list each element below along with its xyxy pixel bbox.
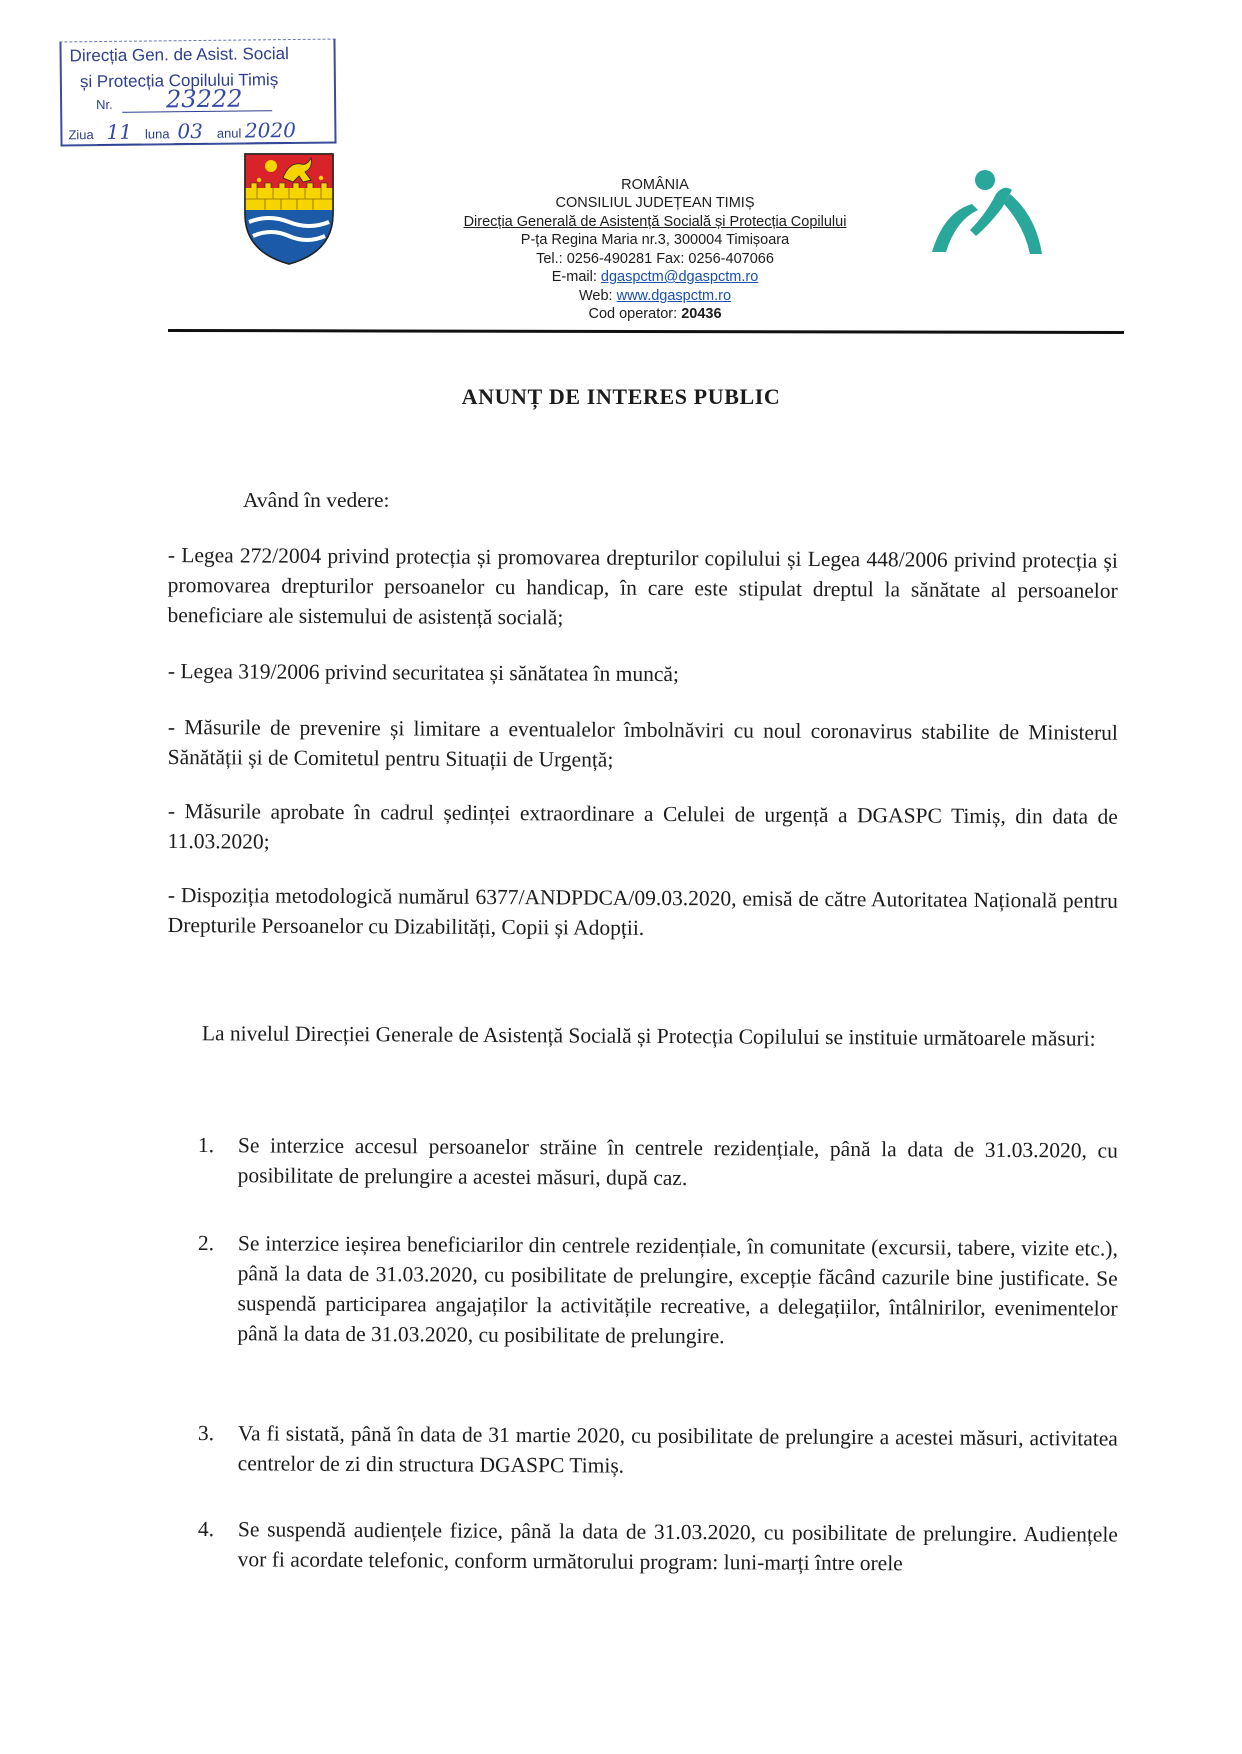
measure-text: Se suspendă audiențele fizice, până la data de 31.03.2020, cu posibilitate de prelungire. Audiențele vor fi acordate telefonic, conform următorului program: luni-marți între orele (237, 1517, 1118, 1576)
stamp-year-value: 2020 (244, 117, 297, 143)
dgaspc-logo-icon (924, 168, 1050, 262)
consideration-item: - Legea 272/2004 privind protecția și promovarea drepturilor copilului și Legea 448/2006 privind protecția și promovarea drepturilor persoanelor cu handicap, în care este stipulat dreptul la sănătate al persoanelor beneficiare ale sistemului de asistență socială; (167, 542, 1118, 630)
stamp-day-value: 11 (106, 119, 133, 144)
measures-intro: La nivelul Direcției Generale de Asistență Socială și Protecția Copilului se instituie următoarele măsuri: (201, 1021, 1096, 1051)
header-operator-label: Cod operator: (588, 306, 678, 322)
header-institution: Direcția Generală de Asistență Socială și Protecția Copilului (463, 214, 847, 230)
header-operator-line (390, 305, 920, 323)
measure-number: 3. (197, 1421, 215, 1446)
header-operator-code: 20436 (681, 306, 722, 322)
stamp-month-value: 03 (177, 118, 203, 144)
measure-item (198, 1514, 1118, 1582)
stamp-nr-label: Nr. (96, 96, 113, 113)
measure-number: 4. (197, 1517, 215, 1542)
stamp-day-field (97, 120, 141, 145)
stamp-day-label: Ziua (68, 127, 94, 143)
measure-number: 2. (197, 1231, 215, 1256)
header-web-line (390, 287, 920, 305)
intro-text: Având în vedere: (243, 488, 390, 512)
stamp-year-field (244, 117, 297, 143)
measure-item (198, 1418, 1118, 1486)
header-email-line (390, 268, 920, 286)
measure-item (198, 1130, 1118, 1198)
measure-number: 1. (197, 1133, 215, 1158)
stamp-year-label: anul (216, 125, 242, 141)
measure-text: Se interzice ieșirea beneficiarilor din centrele rezidențiale, în comunitate (excursii, tabere, vizite etc.), până la data de 31.03.2020, cu posibilitate de prelungire, excepție făcând cazurile bine justificate. Se suspendă participarea angajaților la activitățile recreative, a delegațiilor, întâlnirilor, evenimentelor până la data de 31.03.2020, cu posibilitate de prelungire. (237, 1231, 1118, 1349)
header-country: ROMÂNIA (621, 177, 689, 193)
header-email-link[interactable]: dgaspctm@dgaspctm.ro (600, 269, 759, 285)
stamp-line-2: și Protecția Copilului Timiș (79, 70, 279, 92)
stamp-line-1: Direcția Gen. de Asist. Social (69, 44, 289, 66)
header-web-link[interactable]: www.dgaspctm.ro (616, 288, 732, 304)
stamp-month-label: luna (144, 126, 170, 142)
document-title: ANUNȚ DE INTERES PUBLIC (461, 384, 781, 409)
header-web-label: Web: (578, 288, 613, 304)
consideration-item: - Măsurile aprobate în cadrul ședinței extraordinare a Celulei de urgență a DGASPC Timiș, din data de 11.03.2020; (167, 798, 1118, 854)
stamp-date-row (68, 118, 330, 146)
header-divider (168, 329, 1124, 334)
consideration-item: - Dispoziția metodologică numărul 6377/ANDPDCA/09.03.2020, emisă de către Autoritatea Națională pentru Drepturile Persoanelor cu Dizabilități, Copii și Adopții. (167, 882, 1118, 940)
stamp-nr-value: 23222 (165, 84, 243, 114)
header-phone: Tel.: 0256-490281 Fax: 0256-407066 (536, 251, 774, 267)
consideration-item: - Legea 319/2006 privind securitatea și sănătatea în muncă; (167, 658, 680, 687)
header-address: P-ța Regina Maria nr.3, 300004 Timișoara (520, 232, 790, 248)
measure-text: Se interzice accesul persoanelor străine în centrele rezidențiale, până la data de 31.03.2020, cu posibilitate de prelungire a acestei măsuri, după caz. (237, 1133, 1118, 1190)
measure-item (197, 1228, 1118, 1386)
consideration-item: - Măsurile de prevenire și limitare a eventualelor îmbolnăviri cu noul coronavirus stabilite de Ministerul Sănătății și de Comitetul pentru Situații de Urgență; (167, 714, 1118, 772)
coat-of-arms-icon (243, 152, 335, 266)
header-council: CONSILIUL JUDEȚEAN TIMIȘ (555, 195, 755, 211)
registration-stamp (59, 39, 336, 147)
header-email-label: E-mail: (551, 269, 597, 285)
measure-text: Va fi sistată, până în data de 31 martie 2020, cu posibilitate de prelungire a acestei măsuri, activitatea centrelor de zi din structura DGASPC Timiș. (237, 1421, 1118, 1478)
stamp-month-field (173, 119, 207, 144)
